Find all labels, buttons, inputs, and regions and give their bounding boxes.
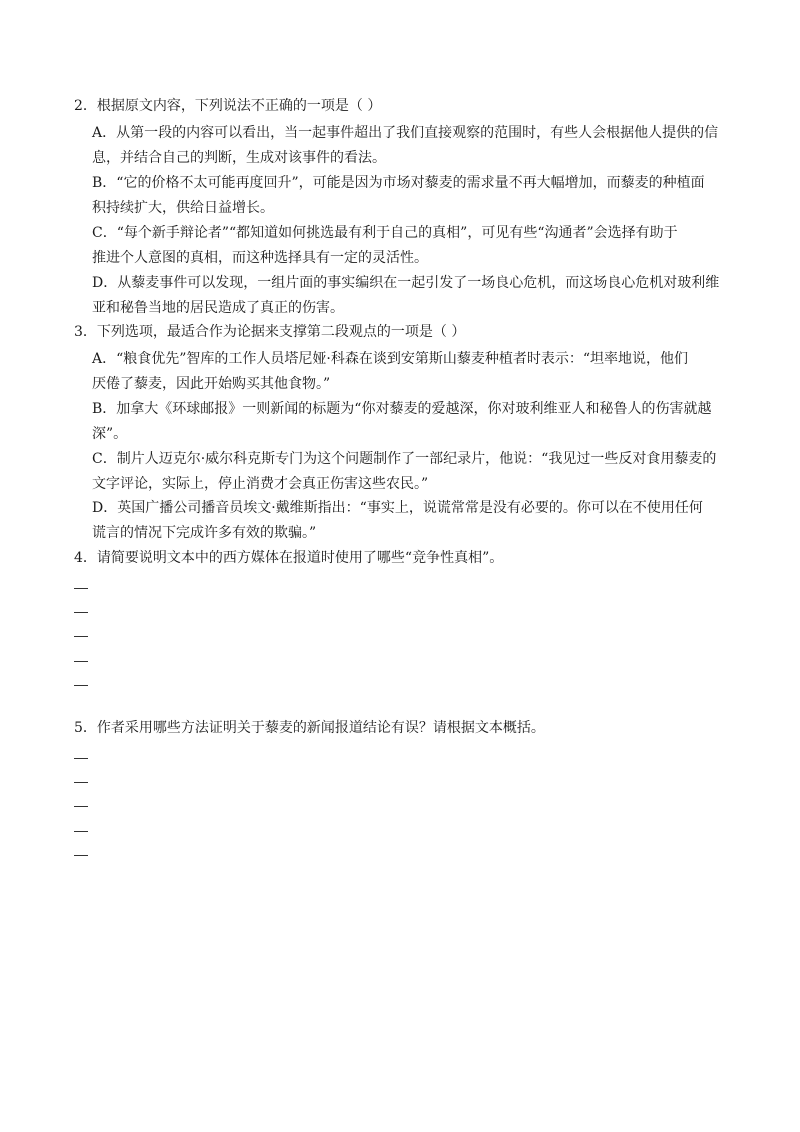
option-line: 厌倦了藜麦，因此开始购买其他食物。” bbox=[92, 375, 331, 392]
question-2-option-d[interactable] bbox=[92, 271, 742, 320]
answer-line[interactable] bbox=[74, 685, 88, 686]
answer-line[interactable] bbox=[74, 612, 88, 613]
question-3-option-b[interactable] bbox=[92, 397, 742, 446]
question-3-option-a[interactable] bbox=[92, 347, 742, 396]
option-line: 深”。 bbox=[92, 425, 128, 442]
answer-line[interactable] bbox=[74, 636, 88, 637]
option-line: 积持续扩大，供给日益增长。 bbox=[92, 199, 274, 216]
option-line: B．加拿大《环球邮报》一则新闻的标题为“你对藜麦的爱越深，你对玻利维亚人和秘鲁人的伤害就越 bbox=[92, 401, 712, 417]
answer-line[interactable] bbox=[74, 758, 88, 759]
option-line: 推进个人意图的真相，而这种选择具有一定的灵活性。 bbox=[92, 249, 428, 266]
question-2-option-a[interactable] bbox=[92, 121, 742, 170]
question-4-stem: 4．请简要说明文本中的西方媒体在报道时使用了哪些“竞争性真相”。 bbox=[74, 550, 504, 566]
answer-line[interactable] bbox=[74, 661, 88, 662]
question-3-option-c[interactable] bbox=[92, 447, 742, 496]
answer-line[interactable] bbox=[74, 831, 88, 832]
answer-line[interactable] bbox=[74, 806, 88, 807]
option-line: 亚和秘鲁当地的居民造成了真正的伤害。 bbox=[92, 299, 344, 316]
option-line: D．英国广播公司播音员埃文·戴维斯指出：“事实上，说谎常常是没有必要的。你可以在不使用任何 bbox=[92, 500, 703, 516]
option-line: 文字评论，实际上，停止消费才会真正伤害这些农民。” bbox=[92, 475, 429, 492]
question-2-stem: 2．根据原文内容，下列说法不正确的一项是（ ） bbox=[74, 98, 382, 114]
option-line: A．“粮食优先”智库的工作人员塔尼娅·科森在谈到安第斯山藜麦种植者时表示：“坦率地说，他们 bbox=[92, 351, 689, 367]
question-3-stem: 3．下列选项，最适合作为论据来支撑第二段观点的一项是（ ） bbox=[74, 324, 466, 340]
option-line: C．制片人迈克尔·威尔科克斯专门为这个问题制作了一部纪录片，他说：“我见过一些反对食用藜麦的 bbox=[92, 451, 717, 467]
answer-line[interactable] bbox=[74, 588, 88, 589]
option-line: D．从藜麦事件可以发现，一组片面的事实编织在一起引发了一场良心危机，而这场良心危机对玻利维 bbox=[92, 275, 720, 291]
answer-line[interactable] bbox=[74, 855, 88, 856]
option-line: 息，并结合自己的判断，生成对该事件的看法。 bbox=[92, 149, 386, 166]
question-2-option-c[interactable] bbox=[92, 221, 742, 270]
option-line: A．从第一段的内容可以看出，当一起事件超出了我们直接观察的范围时，有些人会根据他人提供的信 bbox=[92, 125, 719, 141]
question-3-option-d[interactable] bbox=[92, 496, 742, 545]
option-line: B．“它的价格不太可能再度回升”，可能是因为市场对藜麦的需求量不再大幅增加，而藜麦的种植面 bbox=[92, 175, 705, 191]
question-5-stem: 5．作者采用哪些方法证明关于藜麦的新闻报道结论有误？请根据文本概括。 bbox=[74, 720, 545, 736]
option-line: C．“每个新手辩论者”“都知道如何挑选最有利于自己的真相”，可见有些“沟通者”会选择有助于 bbox=[92, 225, 678, 241]
question-2-option-b[interactable] bbox=[92, 171, 742, 220]
answer-line[interactable] bbox=[74, 782, 88, 783]
option-line: 谎言的情况下完成许多有效的欺骗。” bbox=[92, 524, 317, 541]
